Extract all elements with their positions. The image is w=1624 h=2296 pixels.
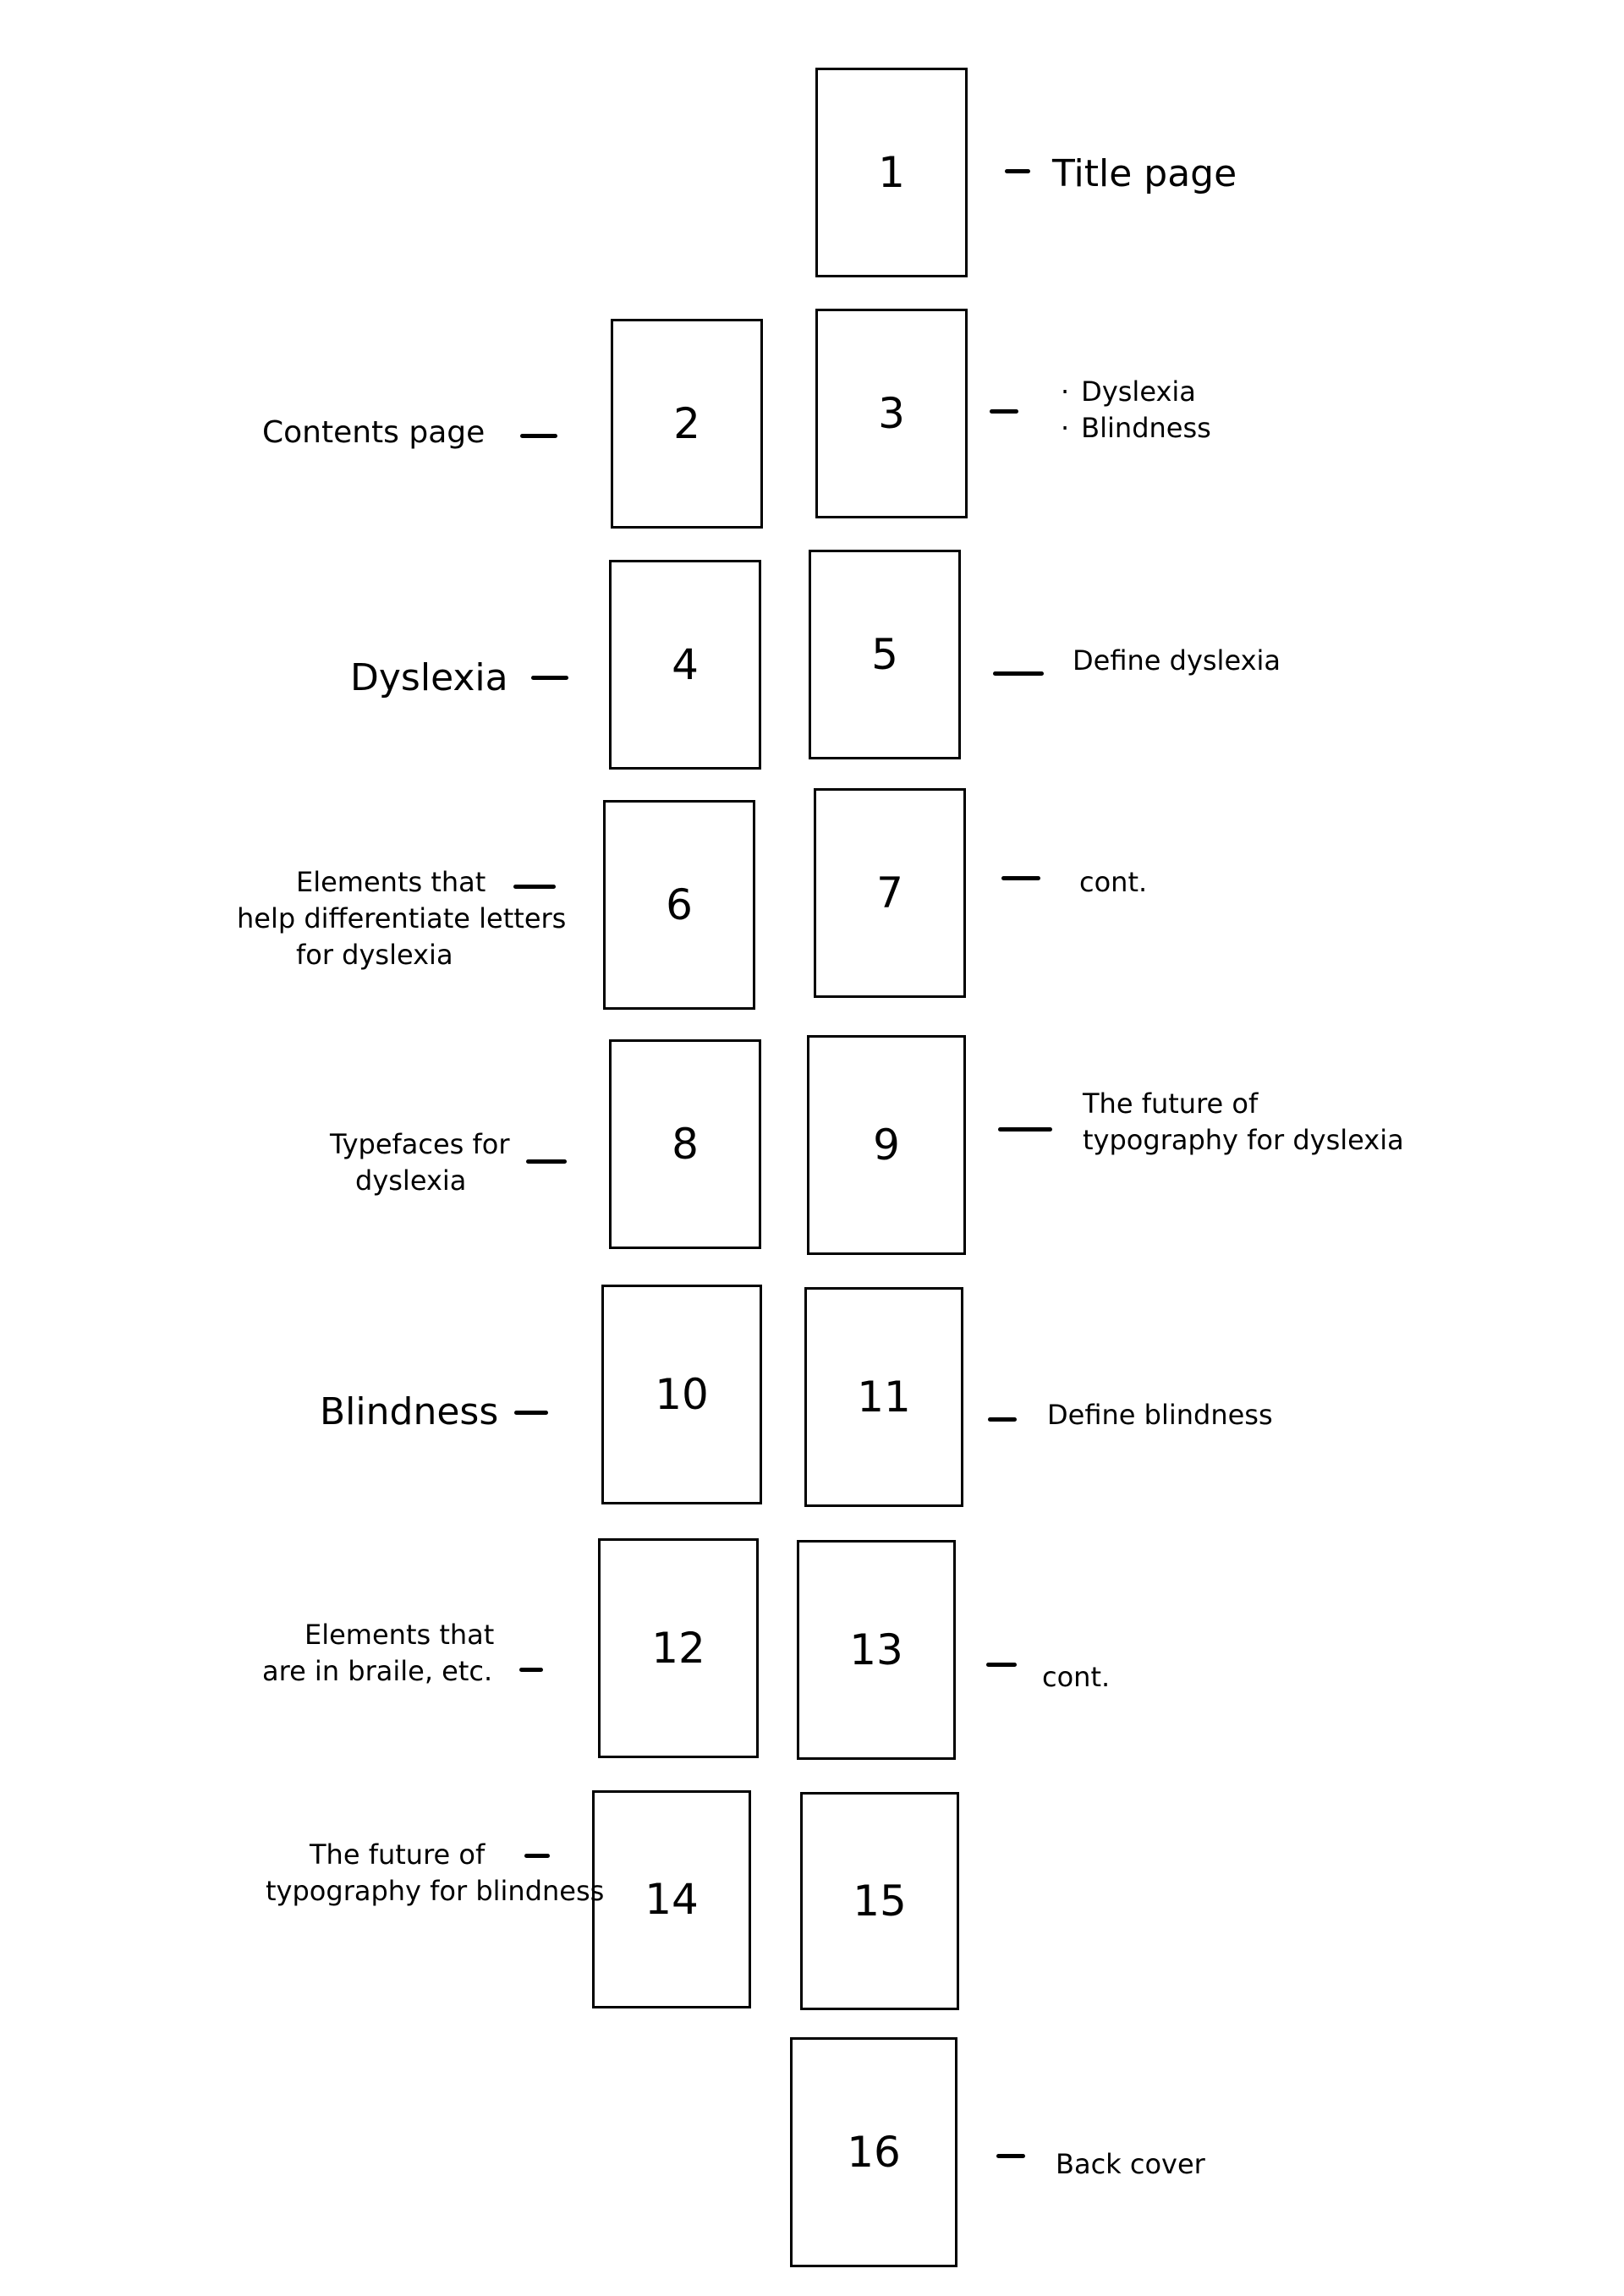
page-box-14 bbox=[592, 1790, 751, 2008]
dash-9 bbox=[998, 1127, 1052, 1132]
page-number: 8 bbox=[672, 1120, 699, 1169]
label-define-blindness: Define blindness bbox=[1047, 1399, 1273, 1431]
page-number: 12 bbox=[651, 1624, 705, 1673]
page-box-13 bbox=[797, 1540, 956, 1760]
page-box-3 bbox=[815, 309, 968, 518]
page-box-11 bbox=[804, 1287, 963, 1507]
page-number: 15 bbox=[853, 1877, 907, 1926]
label-line: The future of bbox=[310, 1838, 486, 1871]
label-line: typography for blindness bbox=[266, 1875, 605, 1908]
label-line: help differentiate letters bbox=[237, 902, 567, 935]
label-line: for dyslexia bbox=[296, 939, 453, 972]
label-elements-dyslexia bbox=[237, 864, 566, 974]
label-cont-7: cont. bbox=[1079, 866, 1148, 898]
dash-1 bbox=[1005, 169, 1030, 173]
label-define-dyslexia: Define dyslexia bbox=[1073, 644, 1281, 677]
page-box-5 bbox=[809, 550, 961, 759]
page-number: 4 bbox=[672, 640, 699, 689]
page-number: 3 bbox=[878, 389, 905, 438]
label-line: dyslexia bbox=[355, 1164, 467, 1197]
label-cont-13: cont. bbox=[1042, 1661, 1111, 1693]
dash-16 bbox=[996, 2154, 1025, 2158]
label-line: Typefaces for bbox=[330, 1128, 510, 1160]
page-number: 7 bbox=[876, 869, 903, 918]
dash-3 bbox=[990, 409, 1018, 414]
label-title-page: Title page bbox=[1052, 152, 1237, 195]
label-line: Elements that bbox=[296, 866, 486, 898]
label-dyslexia: Dyslexia bbox=[350, 656, 508, 699]
page-number: 16 bbox=[847, 2128, 901, 2177]
page-box-7 bbox=[814, 788, 966, 998]
contents-list-item: · Blindness bbox=[1061, 410, 1211, 447]
page-number: 9 bbox=[873, 1121, 900, 1170]
page-box-6 bbox=[603, 800, 755, 1010]
page-box-9 bbox=[807, 1035, 966, 1255]
label-typefaces-dyslexia bbox=[330, 1126, 510, 1199]
page-box-2 bbox=[611, 319, 763, 529]
page-box-15 bbox=[800, 1792, 959, 2010]
page-number: 5 bbox=[871, 630, 898, 679]
label-line: Elements that bbox=[304, 1619, 495, 1651]
page-box-8 bbox=[609, 1039, 761, 1249]
label-contents-page: Contents page bbox=[262, 415, 486, 450]
page-number: 13 bbox=[849, 1625, 903, 1674]
dash-10 bbox=[514, 1411, 548, 1415]
dash-8 bbox=[526, 1159, 567, 1164]
dash-7 bbox=[1001, 876, 1040, 880]
label-elements-braille bbox=[262, 1617, 494, 1690]
label-line: are in braile, etc. bbox=[262, 1655, 493, 1688]
page-number: 6 bbox=[666, 880, 693, 929]
label-blindness: Blindness bbox=[320, 1390, 499, 1433]
dash-13 bbox=[986, 1663, 1017, 1667]
contents-list-item: · Dyslexia bbox=[1061, 374, 1211, 410]
page-box-16 bbox=[790, 2037, 957, 2267]
dash-11 bbox=[988, 1417, 1017, 1422]
page-box-1 bbox=[815, 68, 968, 277]
label-line: typography for dyslexia bbox=[1083, 1124, 1404, 1157]
label-back-cover: Back cover bbox=[1056, 2148, 1205, 2180]
dash-5 bbox=[993, 671, 1044, 676]
dash-12 bbox=[519, 1668, 543, 1672]
page-box-10 bbox=[601, 1285, 762, 1504]
page-number: 11 bbox=[857, 1373, 911, 1422]
contents-list bbox=[1061, 374, 1211, 447]
dash-2 bbox=[520, 434, 557, 438]
page-number: 2 bbox=[673, 399, 700, 448]
label-future-dyslexia bbox=[1083, 1086, 1404, 1159]
dash-4 bbox=[531, 676, 568, 680]
page-number: 1 bbox=[878, 148, 905, 197]
page-box-12 bbox=[598, 1538, 759, 1758]
label-future-blindness bbox=[266, 1837, 604, 1910]
label-line: The future of bbox=[1083, 1088, 1259, 1120]
page-number: 14 bbox=[645, 1875, 699, 1924]
page-box-4 bbox=[609, 560, 761, 770]
page-number: 10 bbox=[655, 1370, 709, 1419]
